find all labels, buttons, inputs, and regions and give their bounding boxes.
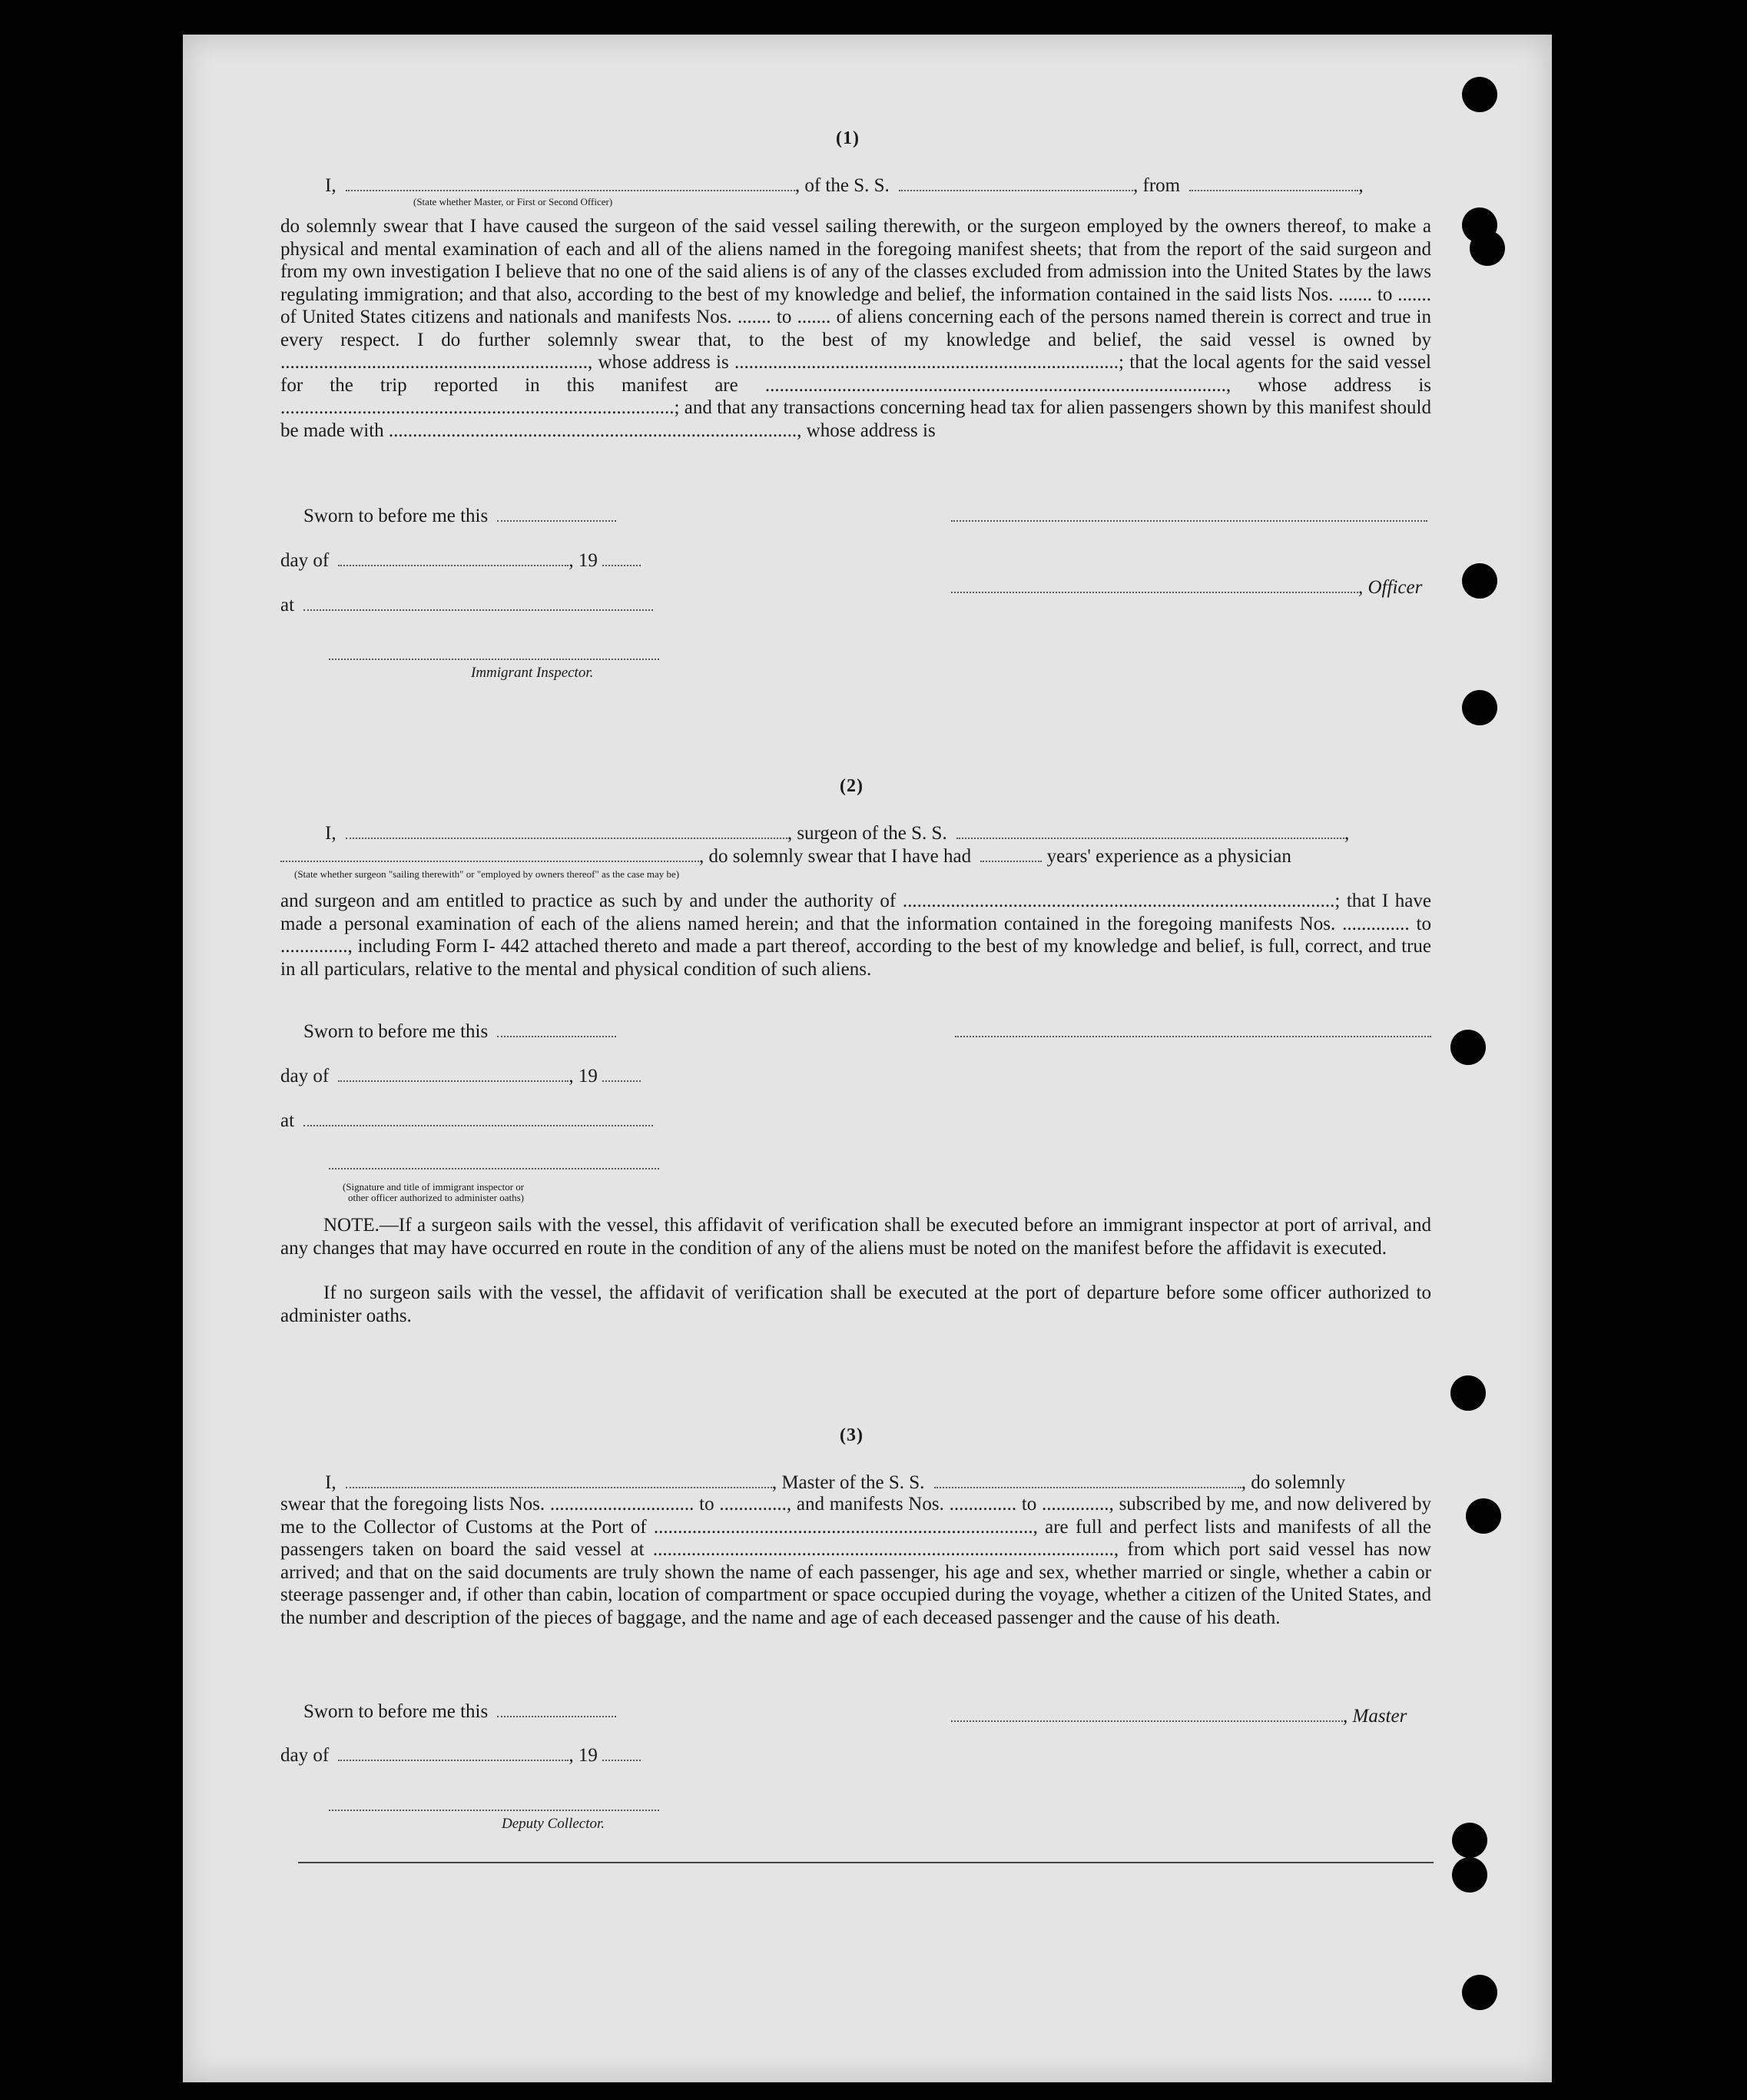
note-2-text: If no surgeon sails with the vessel, the affidavit of verification shall be executed at the port of departure before some officer authorized to administer oaths. (280, 1282, 1431, 1326)
sworn-label: Sworn to before me this (303, 1701, 489, 1722)
label-i: I, (325, 175, 336, 196)
section-3-body: swear that the foregoing lists Nos. .............................. to .............., and manifests Nos. .............. to .............., subscribed by me, and now delivered by me to the Collector of Customs at the Port of ..............................................................................., are full and perfect lists and manifests of all the passengers taken on board the said vessel at ................................................................................................, from which port said vessel has now arrived; and that on the said documents are truly shown the name of each passenger, his age and sex, whether married or single, whether a cabin or steerage passenger and, if other than cabin, location of compartment or space occupied during the voyage, whether a citizen of the United States, and the number and description of the pieces of baggage, and the name and age of each deceased passenger and the cause of his death. (280, 1494, 1431, 1628)
at-label: at (280, 1110, 295, 1131)
section-3-day-line (280, 1744, 641, 1767)
sworn-day-field (497, 520, 616, 522)
sworn-label: Sworn to before me this (303, 1021, 489, 1042)
punch-hole (1462, 1975, 1497, 2010)
inspector-signature-line (329, 1168, 659, 1169)
section-1-body: do solemnly swear that I have caused the surgeon of the said vessel sailing therewith, or the surgeon employed by the owners thereof, to make a physical and mental examination of each and all of the aliens named in the foregoing manifest sheets; that from the report of the said surgeon and from my own investigation I believe that no one of the said aliens is of any of the classes excluded from admission into the United States by the laws regulating immigration; and that also, according to the best of my knowledge and belief, the information contained in the said lists Nos. ....... to ....... of United States citizens and nationals and manifests Nos. ....... to ....... of aliens concerning each of the persons named therein is correct and true in every respect. I do further solemnly swear that, to the best of my knowledge and belief, the said vessel is owned by ................................................................, whose address is ................................................................................; that the local agents for the said vessel for the trip reported in this manifest are ................................................................................................, whose address is ..................................................................................; and that any transactions concerning head tax for alien passengers shown by this manifest should be made with ....................................................................................., whose address is (280, 216, 1431, 441)
at-label: at (280, 595, 295, 615)
collector-signature-line (329, 1810, 659, 1811)
punch-hole (1450, 1375, 1486, 1411)
surgeon-name-field (346, 838, 787, 839)
master-name-field (346, 1487, 772, 1488)
surgeon-signature-field (955, 1036, 1431, 1037)
day-of-label: day of (280, 1066, 330, 1086)
officer-signature-field (951, 520, 1427, 522)
ship-name-field (934, 1487, 1241, 1488)
label-swear: , do solemnly swear that I have had (699, 846, 972, 867)
master-signature-field (951, 1720, 1343, 1722)
section-2-note-1 (280, 1214, 1431, 1259)
year-label: , 19 (569, 550, 598, 571)
officer-label: , Officer (1358, 577, 1423, 598)
year-field (602, 1080, 641, 1082)
years-field (980, 861, 1042, 862)
section-2-second-line (280, 845, 1291, 868)
label-do-solemnly: , do solemnly (1241, 1472, 1346, 1493)
punch-hole (1466, 1498, 1501, 1534)
section-1-day-line (280, 549, 641, 572)
document-page (183, 35, 1552, 2082)
section-3-header-line (325, 1471, 1345, 1494)
section-2-header-line (325, 822, 1349, 844)
label-of-ss: , of the S. S. (794, 175, 890, 196)
section-2-body: and surgeon and am entitled to practice as such by and under the authority of ..........................................................................................; that I have made a personal examination of each of the aliens named herein; and that the information contained in the foregoing manifests Nos. .............. to .............., including Form I- 442 attached thereto and made a part thereof, according to the best of my knowledge and belief, is full, correct, and true in all particulars, relative to the mental and physical condition of such aliens. (280, 891, 1431, 980)
year-label: , 19 (569, 1066, 598, 1086)
section-1-number: (1) (836, 128, 860, 148)
ship-name-field (956, 838, 1344, 839)
section-2-at-line (280, 1110, 653, 1132)
month-field (338, 1080, 569, 1082)
section-2-signature-line (955, 1020, 1431, 1043)
port-from-field (1189, 190, 1358, 191)
label-years: years' experience as a physician (1046, 846, 1291, 867)
inspector-signature-line (329, 659, 659, 660)
section-1-officer-signature-line (951, 505, 1427, 527)
signature-note-2: other officer authorized to administer oaths) (348, 1192, 524, 1203)
punch-hole (1452, 1857, 1487, 1893)
collector-label: Deputy Collector. (502, 1816, 605, 1832)
master-label: , Master (1343, 1706, 1407, 1727)
label-i: I, (325, 823, 336, 844)
inspector-label: Immigrant Inspector. (471, 665, 594, 681)
year-field (602, 565, 641, 566)
punch-hole (1450, 1030, 1486, 1065)
officer-title-field (951, 592, 1358, 593)
note-1-text: NOTE.—If a surgeon sails with the vessel, this affidavit of verification shall be executed before an immigrant inspector at port of arrival, and any changes that may have occurred en route in the condition of any of the aliens must be noted on the manifest before the affidavit is executed. (280, 1215, 1431, 1259)
section-2-number: (2) (840, 776, 864, 796)
surgeon-note: (State whether surgeon "sailing therewith" or "employed by owners thereof" as the case may be) (294, 868, 680, 880)
section-3-master-line (951, 1705, 1407, 1727)
section-2-note-2 (280, 1282, 1431, 1327)
punch-hole (1470, 231, 1505, 266)
label-master-of-ss: , Master of the S. S. (771, 1472, 925, 1493)
signature-note-1: (Signature and title of immigrant inspector or (343, 1181, 525, 1193)
section-1-officer-line (951, 576, 1422, 599)
year-field (602, 1760, 641, 1761)
punch-hole (1452, 1823, 1487, 1858)
place-field (303, 609, 653, 611)
month-field (338, 1760, 569, 1761)
year-label: , 19 (569, 1745, 598, 1766)
label-from: , from (1133, 175, 1181, 196)
place-field (303, 1125, 653, 1126)
sworn-label: Sworn to before me this (303, 506, 489, 526)
section-1-at-line (280, 594, 653, 616)
bottom-rule (298, 1862, 1434, 1863)
punch-hole (1462, 563, 1497, 599)
section-3-number: (3) (840, 1425, 864, 1445)
label-i: I, (325, 1472, 336, 1493)
sworn-day-field (497, 1716, 616, 1717)
section-1-header-line (325, 174, 1364, 197)
section-1-sworn-line (303, 505, 616, 527)
label-surgeon-of-ss: , surgeon of the S. S. (787, 823, 947, 844)
ship-name-field (899, 190, 1133, 191)
officer-note: (State whether Master, or First or Second Officer) (413, 196, 613, 207)
line-end: , (1344, 823, 1350, 844)
surgeon-status-field (280, 861, 699, 862)
day-of-label: day of (280, 1745, 330, 1766)
day-of-label: day of (280, 550, 330, 571)
line-end: , (1358, 175, 1364, 196)
section-2-day-line (280, 1065, 641, 1087)
officer-name-field (346, 190, 795, 191)
section-3-sworn-line (303, 1700, 616, 1723)
punch-hole (1462, 77, 1497, 112)
sworn-day-field (497, 1036, 616, 1037)
punch-hole (1462, 690, 1497, 725)
month-field (338, 565, 569, 566)
section-2-sworn-line (303, 1020, 616, 1043)
